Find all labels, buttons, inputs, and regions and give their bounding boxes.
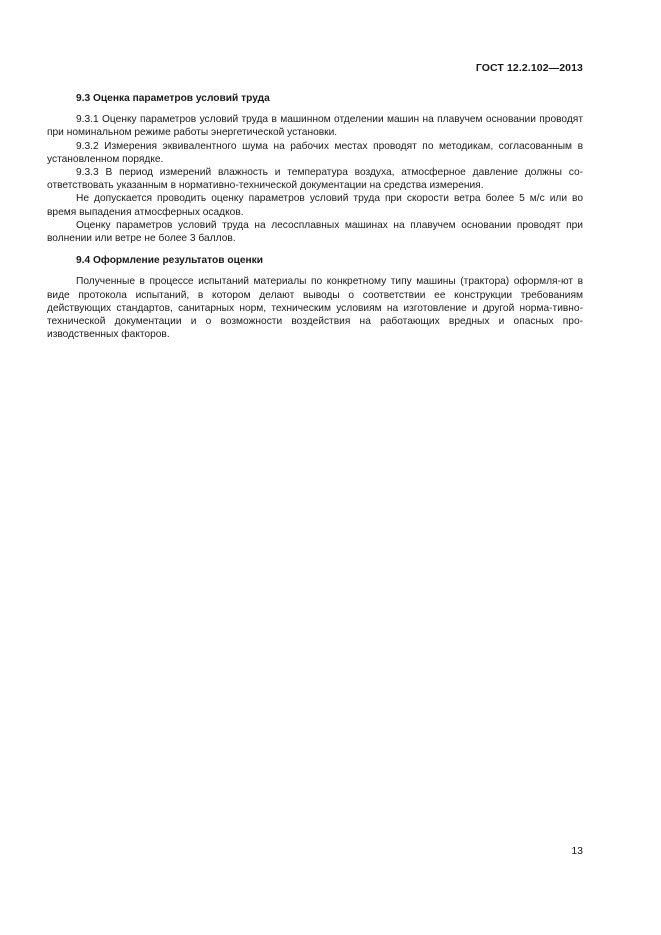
paragraph-waves-limit: Оценку параметров условий труда на лесосплавных машинах на плавучем основании проводят при волнении или ветре не более 3 баллов. bbox=[47, 219, 583, 245]
section-title-9-3: 9.3 Оценка параметров условий труда bbox=[76, 93, 270, 104]
document-code: ГОСТ 12.2.102—2013 bbox=[475, 62, 583, 74]
paragraph-9-4: Полученные в процессе испытаний материалы по конкретному типу машины (трактора) оформля-ют в виде протокола испытаний, в котором делают выводы о соответствии ее конструкции требованиям действующих стандартов, санитарных норм, техническим условиям на изготовление и другой норма-тивно-технической документации и о возможности воздействия на работающих вредных и опасных про-изводственных факторов. bbox=[47, 276, 583, 341]
section-gap bbox=[47, 245, 583, 254]
section-title-9-4: 9.4 Оформление результатов оценки bbox=[76, 255, 264, 267]
paragraph-9-3-3: 9.3.3 В период измерений влажность и температура воздуха, атмосферное давление должны со-ответствовать указанным в нормативно-технической документации на средства измерения. bbox=[47, 167, 583, 192]
paragraph-wind-limit: Не допускается проводить оценку параметров условий труда при скорости ветра более 5 м/с или во время выпадения атмосферных осадков. bbox=[47, 193, 583, 218]
page-number: 13 bbox=[571, 845, 583, 857]
paragraph-9-3-2: 9.3.2 Измерения эквивалентного шума на рабочих местах проводят по методикам, согласованным в установленном порядке. bbox=[47, 140, 583, 165]
document-body bbox=[47, 92, 583, 341]
paragraph-9-3-1: 9.3.1 Оценку параметров условий труда в машинном отделении машин на плавучем основании проводят при номинальном режиме работы энергетической установки. bbox=[47, 114, 583, 139]
